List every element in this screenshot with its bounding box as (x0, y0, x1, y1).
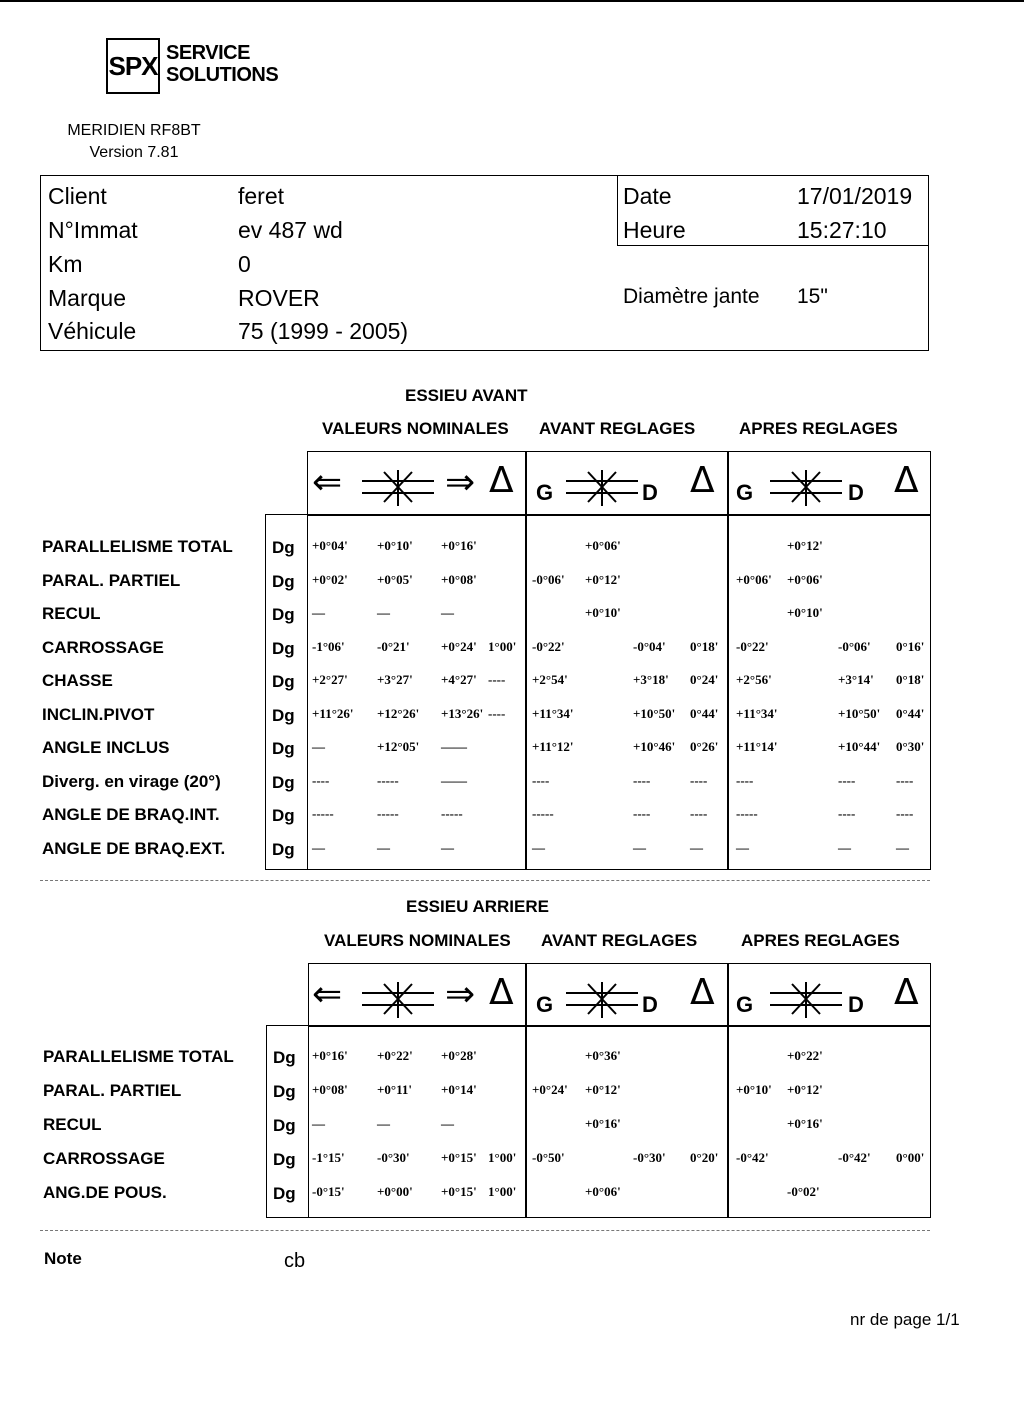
front-aft-cell: +11°34' (736, 705, 778, 721)
front-nom-cell: +2°27' (312, 672, 348, 687)
rear-unit-label: Dg (273, 1150, 296, 1169)
rim-label: Diamètre jante (623, 285, 760, 308)
rear-aft-cell: -0°02' (787, 1184, 820, 1199)
front-nom-cell: +12°05' (377, 739, 420, 754)
rear-nom-cell: +0°15' (441, 1150, 477, 1165)
front-bef-cell: ---- (633, 806, 651, 821)
rear-bef-cell: -0°50' (532, 1150, 565, 1165)
rear-axle-title: ESSIEU ARRIERE (406, 897, 549, 916)
rear-nom-cell: -1°15' (312, 1150, 345, 1165)
rear-after-center-icon (770, 980, 842, 1025)
front-bef-cell: -0°04' (633, 638, 666, 654)
rear-nom-cell: -0°15' (312, 1184, 345, 1199)
front-nom-cell: ----- (312, 806, 334, 821)
front-aft-cell: ---- (896, 772, 914, 788)
vehicle-label: Véhicule (48, 318, 137, 344)
front-bef-cell: — (633, 839, 646, 855)
front-bef-cell: -0°06' (532, 571, 565, 587)
rear-unit-label: Dg (273, 1184, 296, 1203)
front-nominal-header: VALEURS NOMINALES (322, 419, 509, 438)
rear-bef-cell: -0°30' (633, 1150, 666, 1165)
front-after-d-label: D (848, 480, 864, 505)
front-aft-cell: 0°18' (896, 672, 925, 687)
front-nom-cell: — (312, 739, 325, 754)
date-value: 17/01/2019 (797, 183, 913, 209)
front-after-g-label: G (736, 480, 754, 505)
rear-row-label: RECUL (43, 1115, 102, 1134)
front-bef-cell: ---- (633, 772, 651, 788)
rear-aft-cell: +0°16' (787, 1116, 823, 1131)
front-nom-cell: +0°10' (377, 538, 413, 553)
brand-label: Marque (48, 285, 126, 311)
rear-nom-cell: 1°00' (488, 1150, 517, 1165)
rear-bef-cell: +0°16' (585, 1116, 621, 1131)
front-row-label: CARROSSAGE (42, 637, 164, 657)
front-bef-cell: 0°24' (690, 672, 719, 687)
front-bef-cell: 0°26' (690, 739, 719, 754)
rear-nom-cell: +0°00' (377, 1184, 413, 1199)
rear-nom-cell: — (377, 1116, 390, 1131)
front-row-label: ANGLE DE BRAQ.EXT. (42, 838, 226, 858)
front-unit-label: Dg (272, 605, 295, 624)
front-unit-label: Dg (272, 839, 295, 859)
front-nom-cell: — (441, 605, 454, 620)
front-bef-cell: ----- (532, 806, 554, 821)
rear-nom-cell: +0°28' (441, 1048, 477, 1063)
front-row-label: RECUL (42, 604, 101, 623)
rear-bef-cell: +0°06' (585, 1184, 621, 1199)
front-nom-cell: — (377, 839, 390, 855)
rear-nom-cell: +0°11' (377, 1082, 413, 1097)
date-label: Date (623, 183, 672, 209)
rear-before-g-label: G (536, 992, 554, 1017)
front-bef-cell: +10°50' (633, 705, 676, 721)
front-nom-cell: +11°26' (312, 705, 354, 721)
front-unit-label: Dg (272, 772, 295, 792)
page-number: nr de page 1/1 (850, 1310, 960, 1329)
front-row-label: ANGLE DE BRAQ.INT. (42, 805, 220, 824)
rear-before-header: AVANT REGLAGES (541, 931, 698, 950)
front-row-label: PARAL. PARTIEL (42, 570, 181, 590)
rear-nom-cell: +0°16' (312, 1048, 348, 1063)
front-aft-cell: 0°16' (896, 638, 925, 654)
km-label: Km (48, 251, 83, 277)
front-aft-cell: +0°06' (736, 571, 772, 587)
front-aft-cell: ---- (838, 772, 856, 788)
front-row-label: ANGLE INCLUS (42, 738, 170, 757)
front-aft-cell: +0°10' (787, 605, 823, 620)
vehicle-value: 75 (1999 - 2005) (238, 318, 409, 344)
front-aft-cell: — (736, 839, 749, 855)
rear-nom-cell: +0°22' (377, 1048, 413, 1063)
front-bef-cell: +0°06' (585, 538, 621, 553)
rear-nominal-max-arrow-icon: ⇒ (445, 974, 476, 1015)
client-value: feret (238, 183, 285, 209)
rear-bef-cell: +0°24' (532, 1082, 568, 1097)
front-nom-cell: +0°02' (312, 571, 348, 587)
front-before-delta-icon: Δ (690, 460, 715, 501)
front-bef-cell: — (690, 839, 703, 855)
front-nom-cell: — (312, 839, 325, 855)
rear-after-d-label: D (848, 992, 864, 1017)
front-aft-cell: +10°50' (838, 705, 881, 721)
rear-aft-cell: +0°10' (736, 1082, 772, 1097)
plate-value: ev 487 wd (238, 217, 343, 243)
rear-before-center-icon (566, 980, 638, 1025)
rear-row-label: CARROSSAGE (43, 1149, 165, 1168)
front-before-center-icon (566, 468, 638, 513)
front-bef-cell: +2°54' (532, 672, 568, 687)
front-bef-cell: 0°44' (690, 705, 719, 721)
rear-after-delta-icon: Δ (894, 972, 919, 1013)
front-after-center-icon (770, 468, 842, 513)
front-nom-cell: +0°04' (312, 538, 348, 553)
front-unit-label: Dg (272, 672, 295, 691)
front-bef-cell: +0°12' (585, 571, 621, 587)
front-nom-cell: ----- (441, 806, 463, 821)
front-nominal-min-arrow-icon: ⇐ (312, 462, 343, 503)
rear-before-delta-icon: Δ (690, 972, 715, 1013)
front-unit-label: Dg (272, 638, 295, 658)
front-unit-label: Dg (272, 806, 295, 825)
front-nom-cell: +0°05' (377, 571, 413, 587)
front-nom-cell: — (377, 605, 390, 620)
plate-label: N°Immat (48, 217, 138, 243)
front-bef-cell: ---- (690, 772, 708, 788)
spx-logo-text (166, 42, 278, 86)
front-aft-cell: — (896, 839, 909, 855)
rear-bef-cell: +0°36' (585, 1048, 621, 1063)
front-nom-cell: — (441, 839, 454, 855)
front-unit-label: Dg (272, 705, 295, 725)
front-aft-cell: +2°56' (736, 672, 772, 687)
rear-header-divider (308, 1025, 931, 1027)
note-label: Note (44, 1249, 82, 1268)
front-nom-cell: ---- (312, 772, 330, 788)
front-aft-cell: 0°44' (896, 705, 925, 721)
front-bef-cell: +3°18' (633, 672, 669, 687)
logo-line-2: SOLUTIONS (166, 64, 279, 86)
front-before-d-label: D (642, 480, 658, 505)
front-header-divider (307, 514, 931, 516)
front-bef-cell: ---- (690, 806, 708, 821)
front-nom-cell: +13°26' (441, 705, 484, 721)
front-row-label: INCLIN.PIVOT (42, 704, 155, 724)
front-bef-cell: +10°46' (633, 739, 676, 754)
front-nom-cell: — (312, 605, 325, 620)
rear-row-label: ANG.DE POUS. (43, 1183, 167, 1202)
software-version: Version 7.81 (89, 144, 179, 161)
front-col-divider-2 (727, 451, 729, 870)
front-bef-cell: +0°10' (585, 605, 621, 620)
front-nom-cell: -1°06' (312, 638, 345, 654)
front-nom-cell: +0°08' (441, 571, 477, 587)
front-aft-cell: +10°44' (838, 739, 881, 754)
rear-col-divider-1 (525, 963, 527, 1218)
front-nominal-delta-icon: Δ (489, 460, 514, 501)
front-aft-cell: +3°14' (838, 672, 874, 687)
rear-nominal-delta-icon: Δ (489, 972, 514, 1013)
km-value: 0 (238, 251, 251, 277)
rear-nom-cell: — (312, 1116, 325, 1131)
front-bef-cell: — (532, 839, 545, 855)
front-nom-cell: +12°26' (377, 705, 420, 721)
front-unit-label: Dg (272, 739, 295, 758)
front-before-g-label: G (536, 480, 554, 505)
front-axle-title: ESSIEU AVANT (405, 386, 528, 405)
rear-aft-cell: +0°12' (787, 1082, 823, 1097)
front-aft-cell: — (838, 839, 851, 855)
logo-line-1: SERVICE (166, 42, 250, 64)
rear-nom-cell: — (441, 1116, 454, 1131)
rear-nom-cell: 1°00' (488, 1184, 517, 1199)
rear-unit-label: Dg (273, 1082, 296, 1101)
brand-value: ROVER (238, 285, 320, 311)
rear-aft-cell: -0°42' (736, 1150, 769, 1165)
rear-nom-cell: +0°15' (441, 1184, 477, 1199)
rear-nom-cell: -0°30' (377, 1150, 410, 1165)
front-aft-cell: +0°12' (787, 538, 823, 553)
front-nom-cell: +3°27' (377, 672, 413, 687)
rear-bef-cell: 0°20' (690, 1150, 719, 1165)
front-nom-cell: +0°16' (441, 538, 477, 553)
front-aft-cell: +11°14' (736, 739, 778, 754)
time-value: 15:27:10 (797, 217, 887, 243)
front-aft-cell: ----- (736, 806, 758, 821)
footer-divider (40, 1230, 930, 1231)
rear-col-divider-2 (727, 963, 729, 1218)
rear-nom-cell: +0°08' (312, 1082, 348, 1097)
front-row-label: Diverg. en virage (20°) (42, 771, 221, 791)
front-nom-cell: ---- (488, 705, 506, 721)
rear-nominal-header: VALEURS NOMINALES (324, 931, 511, 950)
spx-logo-mark: SPX (106, 38, 160, 94)
rim-value: 15" (797, 285, 828, 308)
front-row-label: PARALLELISME TOTAL (42, 537, 233, 556)
rear-after-header: APRES REGLAGES (741, 931, 900, 950)
front-aft-cell: ---- (896, 806, 914, 821)
software-info (54, 120, 214, 164)
front-bef-cell: 0°18' (690, 638, 719, 654)
front-unit-label: Dg (272, 538, 295, 557)
front-row-label: CHASSE (42, 671, 113, 690)
rear-nominal-min-arrow-icon: ⇐ (312, 974, 343, 1015)
front-after-delta-icon: Δ (894, 460, 919, 501)
front-aft-cell: 0°30' (896, 739, 925, 754)
rear-aft-cell: +0°22' (787, 1048, 823, 1063)
rear-aft-cell: 0°00' (896, 1150, 925, 1165)
front-nom-cell: -0°21' (377, 638, 410, 654)
front-nom-cell: +0°24' (441, 638, 477, 654)
front-nom-cell: ----- (377, 772, 399, 788)
front-unit-label: Dg (272, 571, 295, 591)
rear-aft-cell: -0°42' (838, 1150, 871, 1165)
rear-nom-cell: +0°14' (441, 1082, 477, 1097)
front-nom-cell: +4°27' (441, 672, 477, 687)
section-divider (40, 880, 930, 881)
rear-unit-label: Dg (273, 1048, 296, 1067)
rear-unit-label: Dg (273, 1116, 296, 1135)
rear-nominal-center-icon (362, 980, 434, 1025)
front-aft-cell: -0°22' (736, 638, 769, 654)
front-nom-cell: ----- (377, 806, 399, 821)
front-nom-cell: —— (441, 739, 467, 754)
rear-before-d-label: D (642, 992, 658, 1017)
signature: cb (284, 1250, 306, 1272)
front-bef-cell: ---- (532, 772, 550, 788)
front-bef-cell: +11°34' (532, 705, 574, 721)
software-name: MERIDIEN RF8BT (67, 122, 201, 139)
front-nominal-max-arrow-icon: ⇒ (445, 462, 476, 503)
front-nominal-center-icon (362, 468, 434, 513)
front-aft-cell: +0°06' (787, 571, 823, 587)
front-col-divider-1 (525, 451, 527, 870)
front-nom-cell: —— (441, 772, 467, 788)
rear-after-g-label: G (736, 992, 754, 1017)
client-label: Client (48, 183, 107, 209)
front-aft-cell: ---- (736, 772, 754, 788)
time-label: Heure (623, 217, 686, 243)
rear-row-label: PARAL. PARTIEL (43, 1081, 182, 1100)
top-border (0, 0, 1024, 2)
front-bef-cell: -0°22' (532, 638, 565, 654)
front-nom-cell: 1°00' (488, 638, 517, 654)
front-aft-cell: ---- (838, 806, 856, 821)
front-before-header: AVANT REGLAGES (539, 419, 696, 438)
rear-bef-cell: +0°12' (585, 1082, 621, 1097)
rear-row-label: PARALLELISME TOTAL (43, 1047, 234, 1066)
front-bef-cell: +11°12' (532, 739, 574, 754)
front-after-header: APRES REGLAGES (739, 419, 898, 438)
front-aft-cell: -0°06' (838, 638, 871, 654)
front-nom-cell: ---- (488, 672, 506, 687)
